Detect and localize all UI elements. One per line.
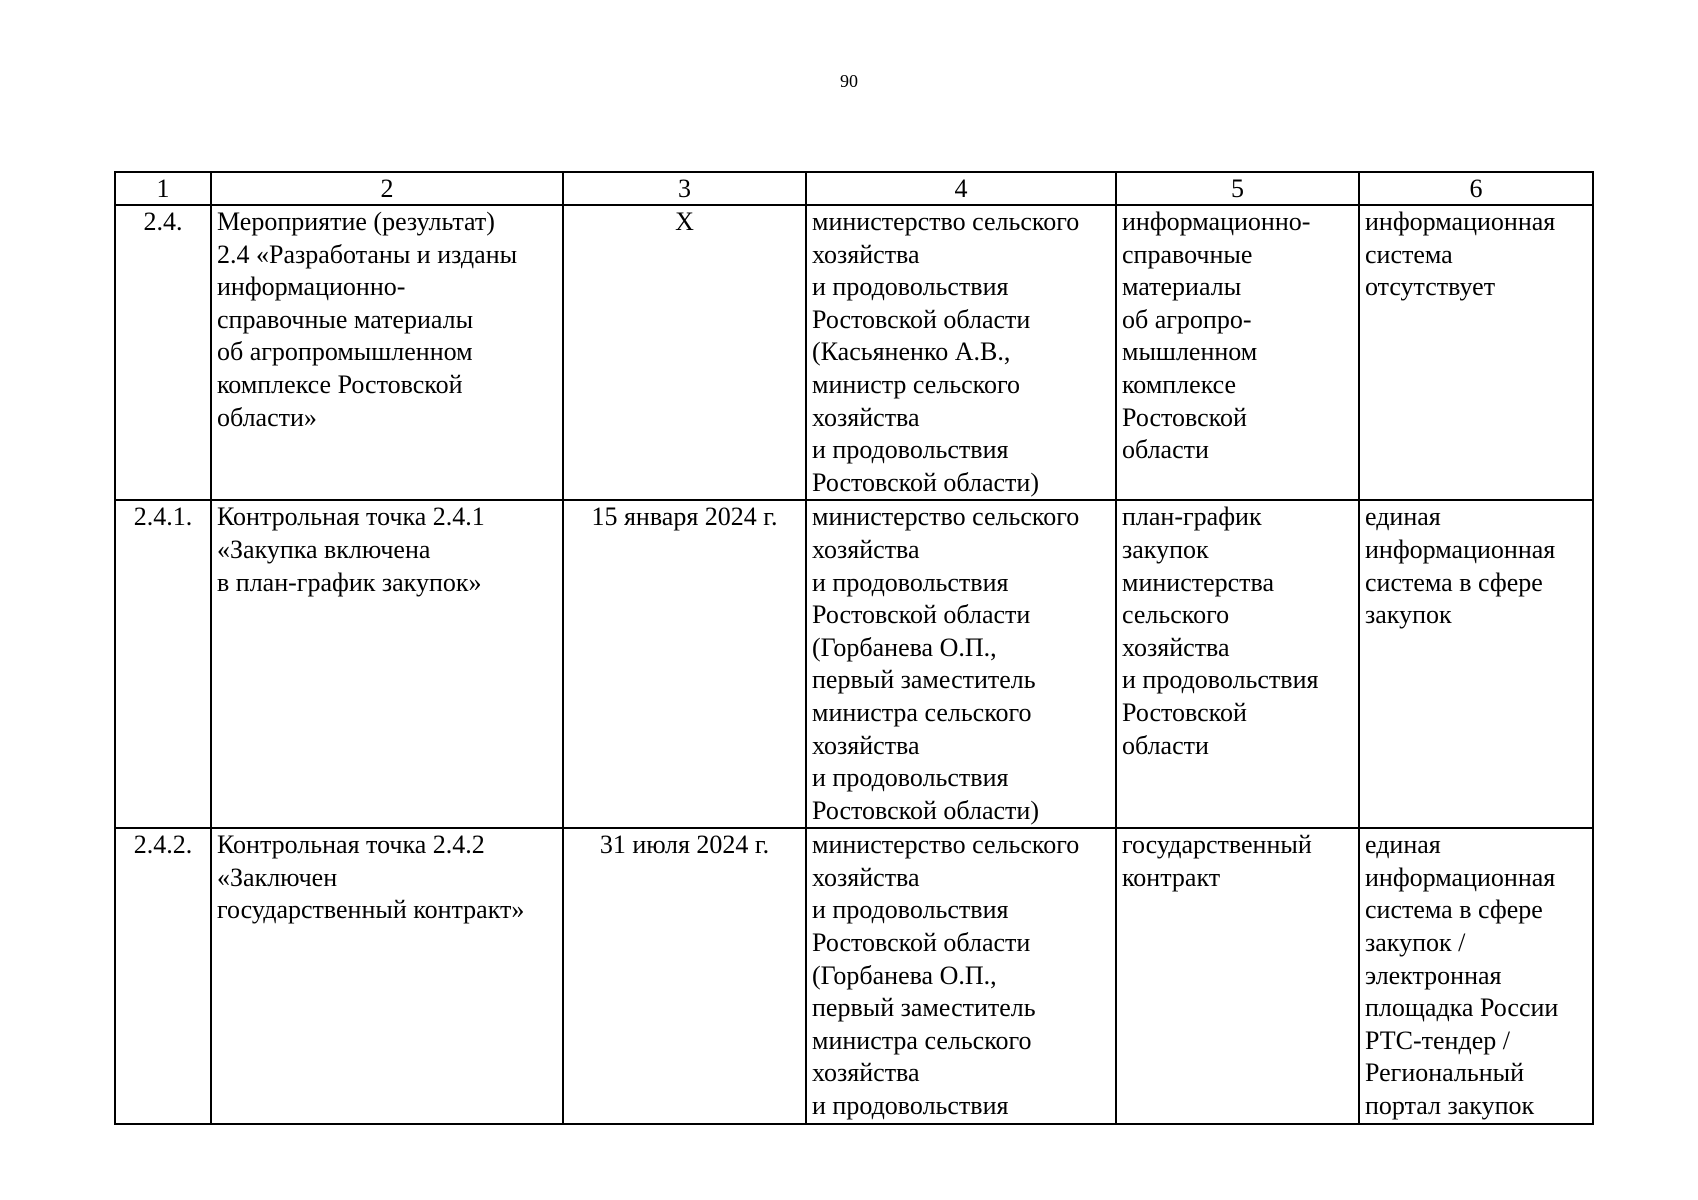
column-header: 5 xyxy=(1116,172,1359,205)
table-row xyxy=(115,205,1593,500)
item-number-cell: 2.4. xyxy=(115,205,211,500)
responsible-cell: министерство сельского хозяйства и продовольствия Ростовской области (Горбанева О.П., первый заместитель министра сельского хозяйства и продовольствия xyxy=(806,828,1116,1123)
document-cell: государственный контракт xyxy=(1116,828,1359,1123)
column-header: 3 xyxy=(563,172,806,205)
item-name-cell: Контрольная точка 2.4.2 «Заключен государственный контракт» xyxy=(211,828,563,1123)
control-points-table xyxy=(114,171,1594,1125)
responsible-cell: министерство сельского хозяйства и продовольствия Ростовской области (Горбанева О.П., первый заместитель министра сельского хозяйства и продовольствия Ростовской области) xyxy=(806,500,1116,828)
table-row xyxy=(115,828,1593,1123)
responsible-cell: министерство сельского хозяйства и продовольствия Ростовской области (Касьяненко А.В., министр сельского хозяйства и продовольствия Ростовской области) xyxy=(806,205,1116,500)
info-system-cell: информационная система отсутствует xyxy=(1359,205,1593,500)
page-number: 90 xyxy=(840,71,858,91)
info-system-cell: единая информационная система в сфере закупок xyxy=(1359,500,1593,828)
document-cell: план-график закупок министерства сельского хозяйства и продовольствия Ростовской области xyxy=(1116,500,1359,828)
item-name-cell: Контрольная точка 2.4.1 «Закупка включена в план-график закупок» xyxy=(211,500,563,828)
item-name-cell: Мероприятие (результат) 2.4 «Разработаны и изданы информационно- справочные материалы об агропромышленном комплексе Ростовской области» xyxy=(211,205,563,500)
deadline-cell: X xyxy=(563,205,806,500)
deadline-cell: 31 июля 2024 г. xyxy=(563,828,806,1123)
document-cell: информационно- справочные материалы об агропро- мышленном комплексе Ростовской области xyxy=(1116,205,1359,500)
column-header: 2 xyxy=(211,172,563,205)
table-header-row xyxy=(115,172,1593,205)
column-header: 4 xyxy=(806,172,1116,205)
column-header: 6 xyxy=(1359,172,1593,205)
table-row xyxy=(115,500,1593,828)
deadline-cell: 15 января 2024 г. xyxy=(563,500,806,828)
info-system-cell: единая информационная система в сфере закупок / электронная площадка России РТС-тендер / Региональный портал закупок xyxy=(1359,828,1593,1123)
item-number-cell: 2.4.1. xyxy=(115,500,211,828)
item-number-cell: 2.4.2. xyxy=(115,828,211,1123)
column-header: 1 xyxy=(115,172,211,205)
